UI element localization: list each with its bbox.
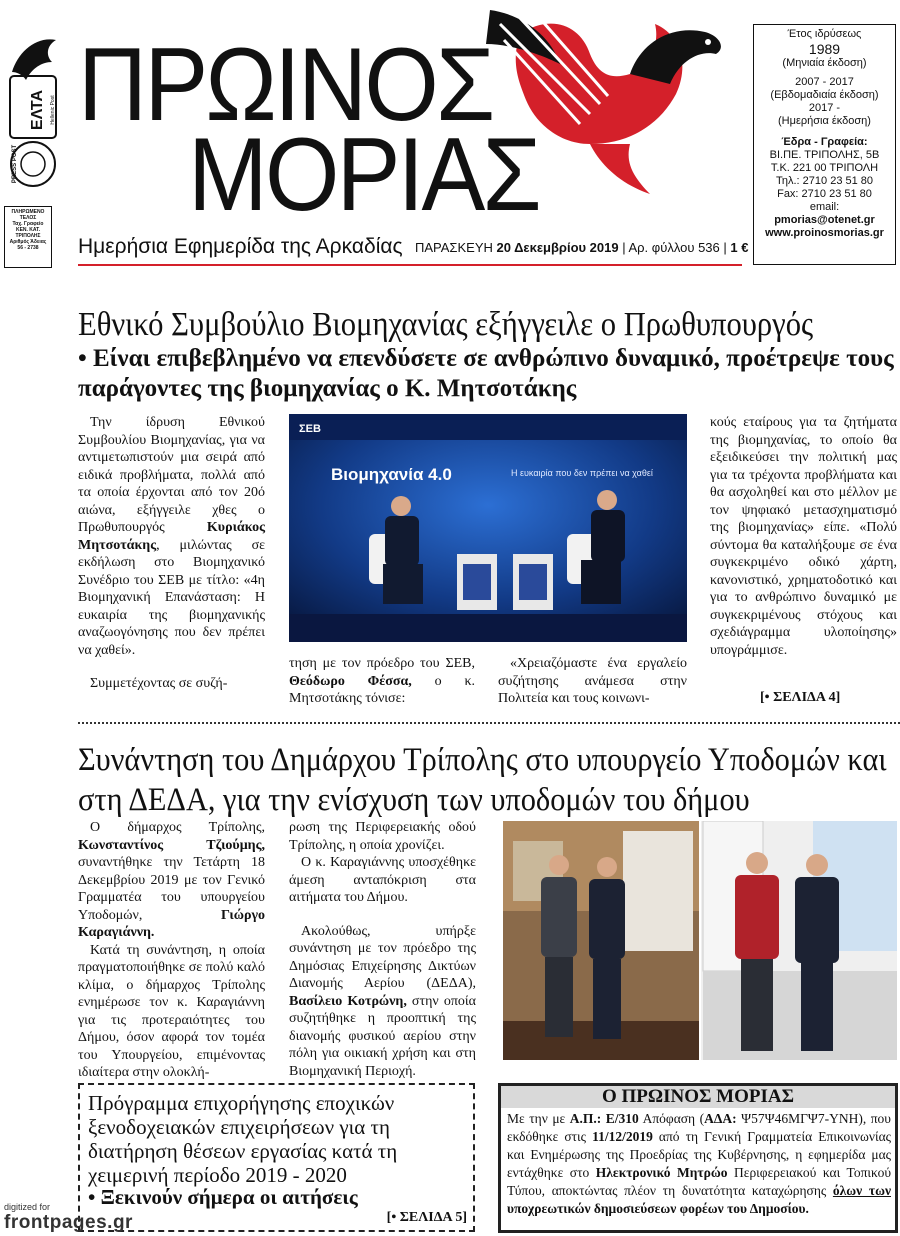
notice-text: Με την με	[507, 1111, 570, 1126]
article2-name: Γιώργο Καραγιάννη.	[78, 907, 265, 940]
dateline	[415, 240, 748, 255]
postage-paid-badge	[4, 206, 52, 268]
article2-name: Βασίλειο Κοτρώνη,	[289, 993, 407, 1009]
article1-col3	[498, 655, 687, 708]
notice-text: από τη Γενική Γραμματεία Επικοινωνίας και Ενημέρωσης της Προεδρίας της Κυβέρνησης, η εφημερίδα μας εντάχθηκε στο	[507, 1129, 891, 1180]
notice-text: Περιφερειακού και Τοπικού Τύπου, αποκτώντας πλέον τη δυνατότητα καταχώρησης	[507, 1165, 892, 1198]
article1-text: Συμμετέχοντας σε συζή-	[90, 676, 228, 691]
article2-col2	[289, 819, 476, 1080]
article2-name: Κωνσταντίνος Τζιούμης,	[78, 837, 265, 853]
issue-number: | Αρ. φύλλου 536 |	[618, 240, 731, 255]
article2-col1	[78, 819, 265, 1082]
article1-col4	[710, 414, 897, 659]
publisher-info-box	[753, 24, 896, 265]
notice-bold: ΑΔΑ:	[704, 1111, 737, 1126]
email-label: email:	[809, 201, 840, 213]
address-line2: Τ.Κ. 221 00 ΤΡΙΠΟΛΗ	[770, 162, 879, 174]
article1-text: τηση με τον πρόεδρο του ΣΕΒ,	[289, 656, 475, 671]
photo-screen-text: Βιομηχανία 4.0	[331, 465, 452, 484]
article2-headline: Συνάντηση του Δημάρχου Τρίπολης στο υπουργείο Υποδομών και στη ΔΕΔΑ, για την ενίσχυση των υποδομών του δήμου	[78, 742, 887, 818]
notice-bold: 11/12/2019	[592, 1129, 653, 1144]
notice-text: Ψ57Ψ46ΜΓΨ7-ΥΝΗ), που εκδόθηκε στις	[507, 1111, 891, 1144]
elta-postage-stamp	[6, 32, 60, 192]
article2-text: στην οποία συζητήθηκε η προοπτική της διανομής φυσικού αερίου στην πόλη για οικιακή χρήση και στη Βιομηχανική Περιοχή.	[289, 993, 476, 1079]
masthead-title-line1: ΠΡΩΙΝΟΣ	[78, 27, 493, 143]
hotel-subsidy-box	[78, 1083, 475, 1232]
badge-line: Ταχ. Γραφείο	[12, 221, 44, 227]
notice-bold: υποχρεωτικών δημοσιεύσεων φορέων του Δημοσίου.	[507, 1201, 809, 1216]
founded-edition: (Μηνιαία έκδοση)	[782, 57, 867, 69]
weekly-edition: (Εβδομαδιαία έκδοση)	[770, 89, 879, 101]
notice-bold: Α.Π.: Ε/310	[569, 1111, 639, 1126]
article1-name: Κυριάκος Μητσοτάκης	[78, 520, 265, 553]
box2-text	[507, 1110, 891, 1218]
fax: Fax: 2710 23 51 80	[777, 188, 872, 200]
notice-underline: όλων των	[832, 1183, 891, 1198]
founded-label: Έτος ιδρύσεως	[787, 28, 862, 40]
box1-page-ref[interactable]: [• ΣΕΛΙΔΑ 5]	[386, 1210, 467, 1225]
registry-notice-box	[498, 1083, 898, 1233]
masthead-divider	[78, 264, 742, 266]
article2-text: Ο δήμαρχος Τρίπολης,	[90, 820, 265, 835]
office-label: Έδρα - Γραφεία:	[781, 136, 868, 148]
article1-photo	[289, 414, 687, 642]
masthead-title-line2: ΜΟΡΙΑΣ	[188, 117, 539, 233]
badge-line: ΠΛΗΡΩΜΕΝΟ	[11, 209, 45, 215]
founded-year: 1989	[808, 41, 841, 57]
stamp-text: ΕΛΤΑ	[29, 89, 46, 131]
article1-text: Την ίδρυση Εθνικού Συμβουλίου Βιομηχανίας, για να αντιμετωπιστούν μια σειρά από ειδικά προβλήματα, πολλά από τα οποία έρχονται από τον 20ό αιώνα, εξήγγειλε χθες ο Πρωθυπουργός	[78, 415, 265, 535]
weekly-years: 2007 - 2017	[795, 76, 854, 88]
dove-logo-icon	[480, 4, 728, 204]
article1-text: , μιλώντας σε εκδήλωση στο Βιομηχανικό Συνέδριο του ΣΕΒ με τίτλο: «4η Βιομηχανική Επανάσταση: Η ευκαιρία της βιομηχανικής αναζωογόνησης που δεν πρέπει να χαθεί».	[78, 537, 265, 658]
photo-logo: ΣΕΒ	[299, 423, 321, 435]
article2-text: Ακολούθως, υπήρξε συνάντηση με τον πρόεδρο της Δημόσιας Επιχείρησης Δικτύων Διανομής Αερίου (ΔΕΔΑ),	[289, 923, 476, 991]
article1-headline: Εθνικό Συμβούλιο Βιομηχανίας εξήγγειλε ο Πρωθυπουργός	[78, 306, 814, 343]
address-line1: ΒΙ.ΠΕ. ΤΡΙΠΟΛΗΣ, 5Β	[769, 149, 880, 161]
website-link[interactable]: www.proinosmorias.gr	[765, 227, 884, 239]
box1-title: Πρόγραμμα επιχορήγησης εποχικών ξενοδοχειακών επιχειρήσεων για τη διατήρηση θέσεων εργασίας κατά τη χειμερινή περίοδο 2019 - 2020	[88, 1091, 398, 1187]
stamp-sub: Hellenic Post	[50, 95, 56, 125]
article1-text: «Χρειαζόμαστε ένα εργαλείο συζήτησης ανάμεσα στην Πολιτεία και τους κοινωνι-	[498, 656, 687, 706]
article2-text: συναντήθηκε την Τετάρτη 18 Δεκεμβρίου 2019 με τον Γενικό Γραμματέα του υπουργείου Υποδομών,	[78, 855, 265, 923]
frontpages-watermark[interactable]: frontpages.gr	[4, 1212, 133, 1233]
badge-line: ΚΕΝ. ΚΑΤ. ΤΡΙΠΟΛΗΣ	[15, 227, 41, 239]
date-prefix: ΠΑΡΑΣΚΕΥΗ	[415, 240, 497, 255]
article2-text: Κατά τη συνάντηση, η οποία πραγματοποιήθηκε σε πολύ καλό κλίμα, ο δήμαρχος Τρίπολης ενημέρωσε τον κ. Καραγιάννη για τις προτεραιότητες του Δήμου, όσον αφορά τον τομέα του Υπουργείου, επιμένοντας ιδιαίτερα στην ολοκλή-	[78, 942, 265, 1080]
box1-subtitle: • Ξεκινούν σήμερα οι αιτήσεις	[88, 1185, 358, 1209]
article1-deck: • Είναι επιβεβλημένο να επενδύσετε σε ανθρώπινο δυναμικό, προέτρεψε τους παράγοντες της βιομηχανίας ο Κ. Μητσοτάκης	[78, 345, 894, 402]
article1-col1	[78, 414, 265, 693]
article2-photo	[503, 821, 897, 1060]
section-divider	[78, 722, 900, 724]
price: 1 €	[730, 240, 749, 255]
article1-text: κούς εταίρους για τα ζητήματα της βιομηχανίας, το οποίο θα εξειδικεύσει την πολιτική μας για τα τρέχοντα προβλήματα και θα ασχοληθεί και στο μέλλον με τον ψηφιακό μετασχηματισμό της βιομηχανίας» είπε. «Πολύ σύντομα θα καταλήξουμε σε ένα συγκεκριμένο οδικό χάρτη, κανονιστικό, χρηματοδοτικό και για το ανθρώπινο δυναμικό με συγκεκριμένους στόχους και σχεδιάγραμμα υλοποίησης» υπογράμμισε.	[710, 415, 897, 658]
article1-text: ο κ. Μητσοτάκης τόνισε:	[289, 673, 475, 706]
article1-name: Θεόδωρο Φέσσα,	[289, 673, 412, 689]
email-link[interactable]: pmorias@otenet.gr	[774, 214, 875, 226]
badge-line: 56 - 2738	[17, 245, 39, 251]
box2-header: Ο ΠΡΩΙΝΟΣ ΜΟΡΙΑΣ	[501, 1086, 895, 1108]
article1-page-ref[interactable]: [• ΣΕΛΙΔΑ 4]	[760, 690, 841, 705]
digitized-label: digitized for	[4, 1202, 51, 1212]
photo-screen-text2: Η ευκαιρία που δεν πρέπει να χαθεί	[511, 468, 653, 478]
daily-years: 2017 -	[808, 102, 841, 114]
issue-date: 20 Δεκεμβρίου 2019	[496, 240, 619, 255]
article2-text: Ο κ. Καραγιάννης υποσχέθηκε άμεση ανταπόκριση στα αιτήματα του Δήμου.	[289, 855, 476, 905]
badge-line: Αριθμός Άδειας	[9, 239, 47, 245]
phone: Τηλ.: 2710 23 51 80	[775, 175, 874, 187]
masthead-subtitle: Ημερήσια Εφημερίδα της Αρκαδίας	[78, 235, 403, 258]
notice-text: Απόφαση (	[638, 1111, 705, 1126]
daily-edition: (Ημερήσια έκδοση)	[778, 115, 871, 127]
badge-line: ΤΕΛΟΣ	[19, 215, 37, 221]
notice-bold: Ηλεκτρονικό Μητρώο	[595, 1165, 728, 1180]
article2-text: ρωση της Περιφερειακής οδού Τρίπολης, η οποία χρονίζει.	[289, 820, 476, 853]
press-post-text: PRESS POST	[12, 144, 18, 184]
article1-col2	[289, 655, 475, 708]
